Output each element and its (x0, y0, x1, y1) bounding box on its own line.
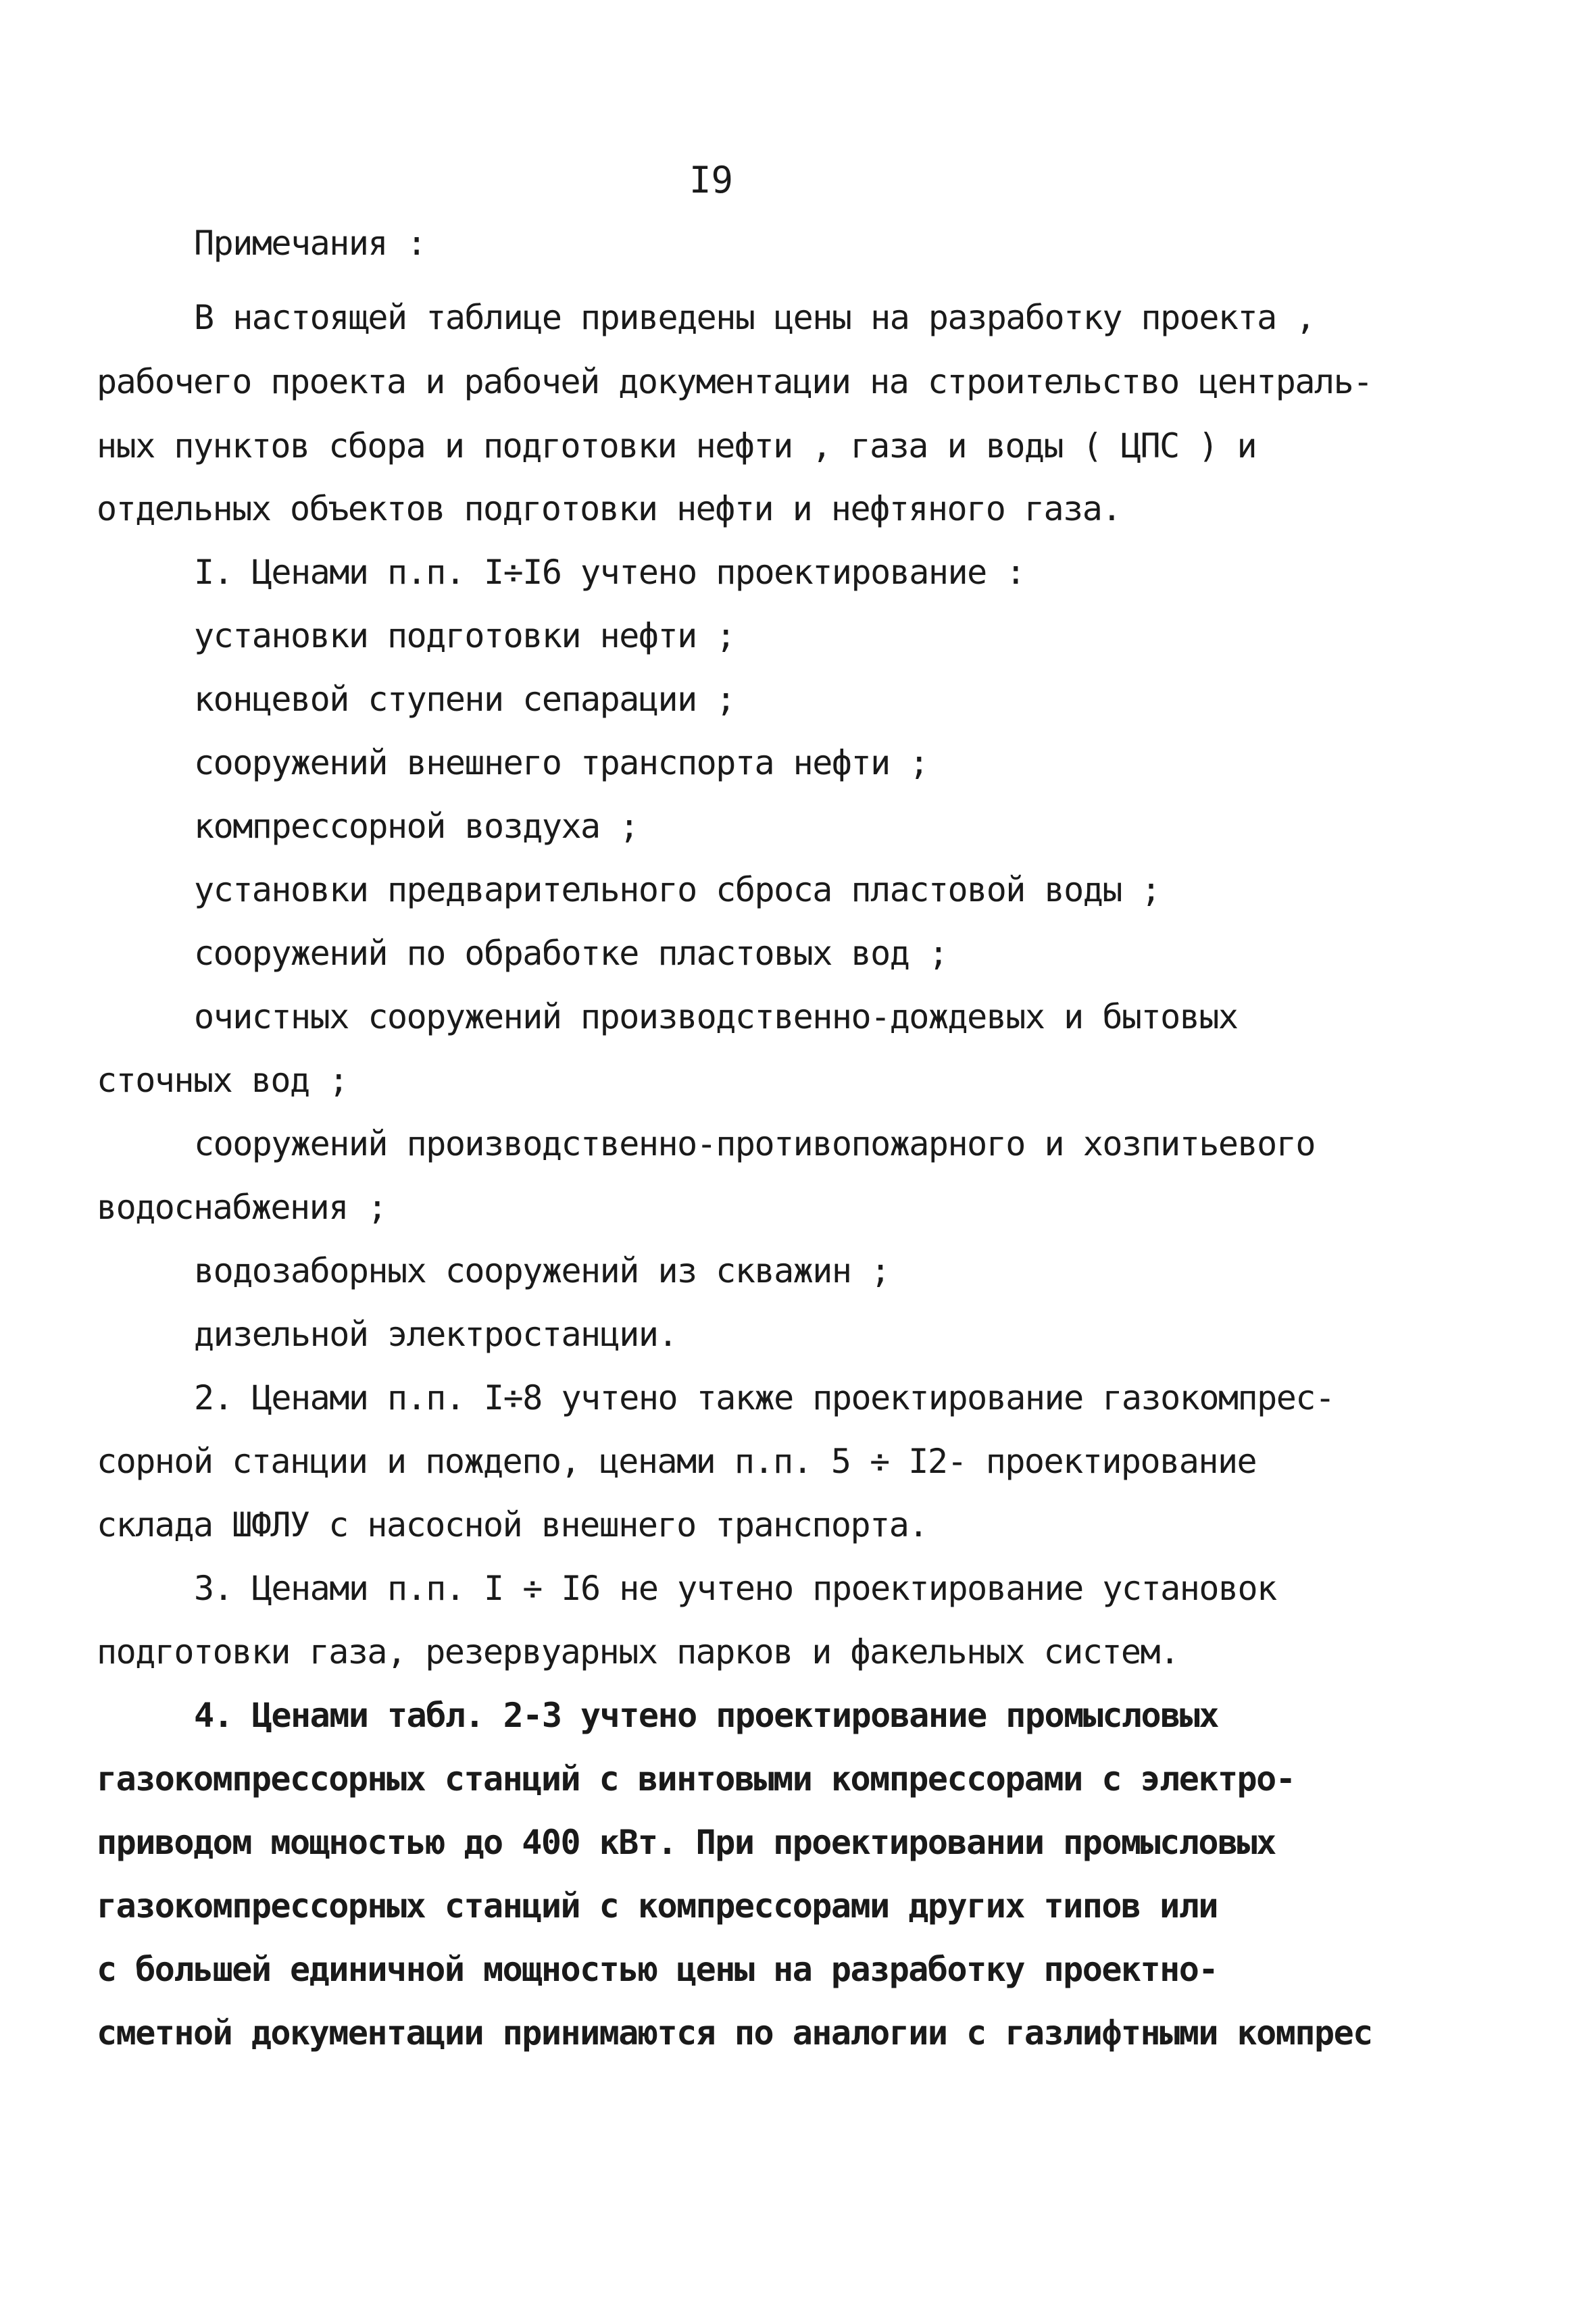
text-line: сточных вод ; (97, 1061, 348, 1100)
text-line: газокомпрессорных станций с компрессорами других типов или (97, 1886, 1218, 1926)
notes-heading: Примечания : (194, 224, 426, 263)
text-line: водоснабжения ; (97, 1188, 387, 1227)
text-line: сорной станции и пождепо, ценами п.п. 5 ÷ I2- проектирование (97, 1442, 1257, 1481)
text-line: сметной документации принимаются по аналогии с газлифтными компрес (97, 2013, 1372, 2053)
text-line: отдельных объектов подготовки нефти и нефтяного газа. (97, 489, 1121, 528)
text-line: сооружений внешнего транспорта нефти ; (194, 743, 928, 782)
text-line: В настоящей таблице приведены цены на разработку проекта , (194, 298, 1315, 337)
text-line: водозаборных сооружений из скважин ; (194, 1251, 890, 1290)
text-line: дизельной электростанции. (194, 1315, 678, 1354)
text-line: 4. Ценами табл. 2-3 учтено проектирование промысловых (194, 1696, 1218, 1735)
text-line: I. Ценами п.п. I÷I6 учтено проектирование : (194, 553, 1025, 592)
text-line: очистных сооружений производственно-дождевых и бытовых (194, 997, 1238, 1036)
text-line: 2. Ценами п.п. I÷8 учтено также проектирование газокомпрес- (194, 1378, 1335, 1417)
text-line: сооружений по обработке пластовых вод ; (194, 934, 948, 973)
text-line: рабочего проекта и рабочей документации на строительство централь- (97, 362, 1372, 401)
text-line: установки предварительного сброса пластовой воды ; (194, 870, 1161, 909)
text-line: с большей единичной мощностью цены на разработку проектно- (97, 1950, 1218, 1989)
text-line: склада ШФЛУ с насосной внешнего транспорта. (97, 1505, 928, 1544)
page-number: I9 (689, 159, 734, 201)
text-line: 3. Ценами п.п. I ÷ I6 не учтено проектирование установок (194, 1569, 1276, 1608)
text-line: сооружений производственно-противопожарного и хозпитьевого (194, 1124, 1315, 1163)
text-line: ных пунктов сбора и подготовки нефти , газа и воды ( ЦПС ) и (97, 426, 1257, 466)
text-line: подготовки газа, резервуарных парков и факельных систем. (97, 1632, 1179, 1671)
text-line: приводом мощностью до 400 кВт. При проектировании промысловых (97, 1823, 1276, 1862)
text-line: газокомпрессорных станций с винтовыми компрессорами с электро- (97, 1759, 1295, 1799)
text-line: установки подготовки нефти ; (194, 616, 735, 655)
text-line: компрессорной воздуха ; (194, 807, 639, 846)
text-line: концевой ступени сепарации ; (194, 680, 735, 719)
